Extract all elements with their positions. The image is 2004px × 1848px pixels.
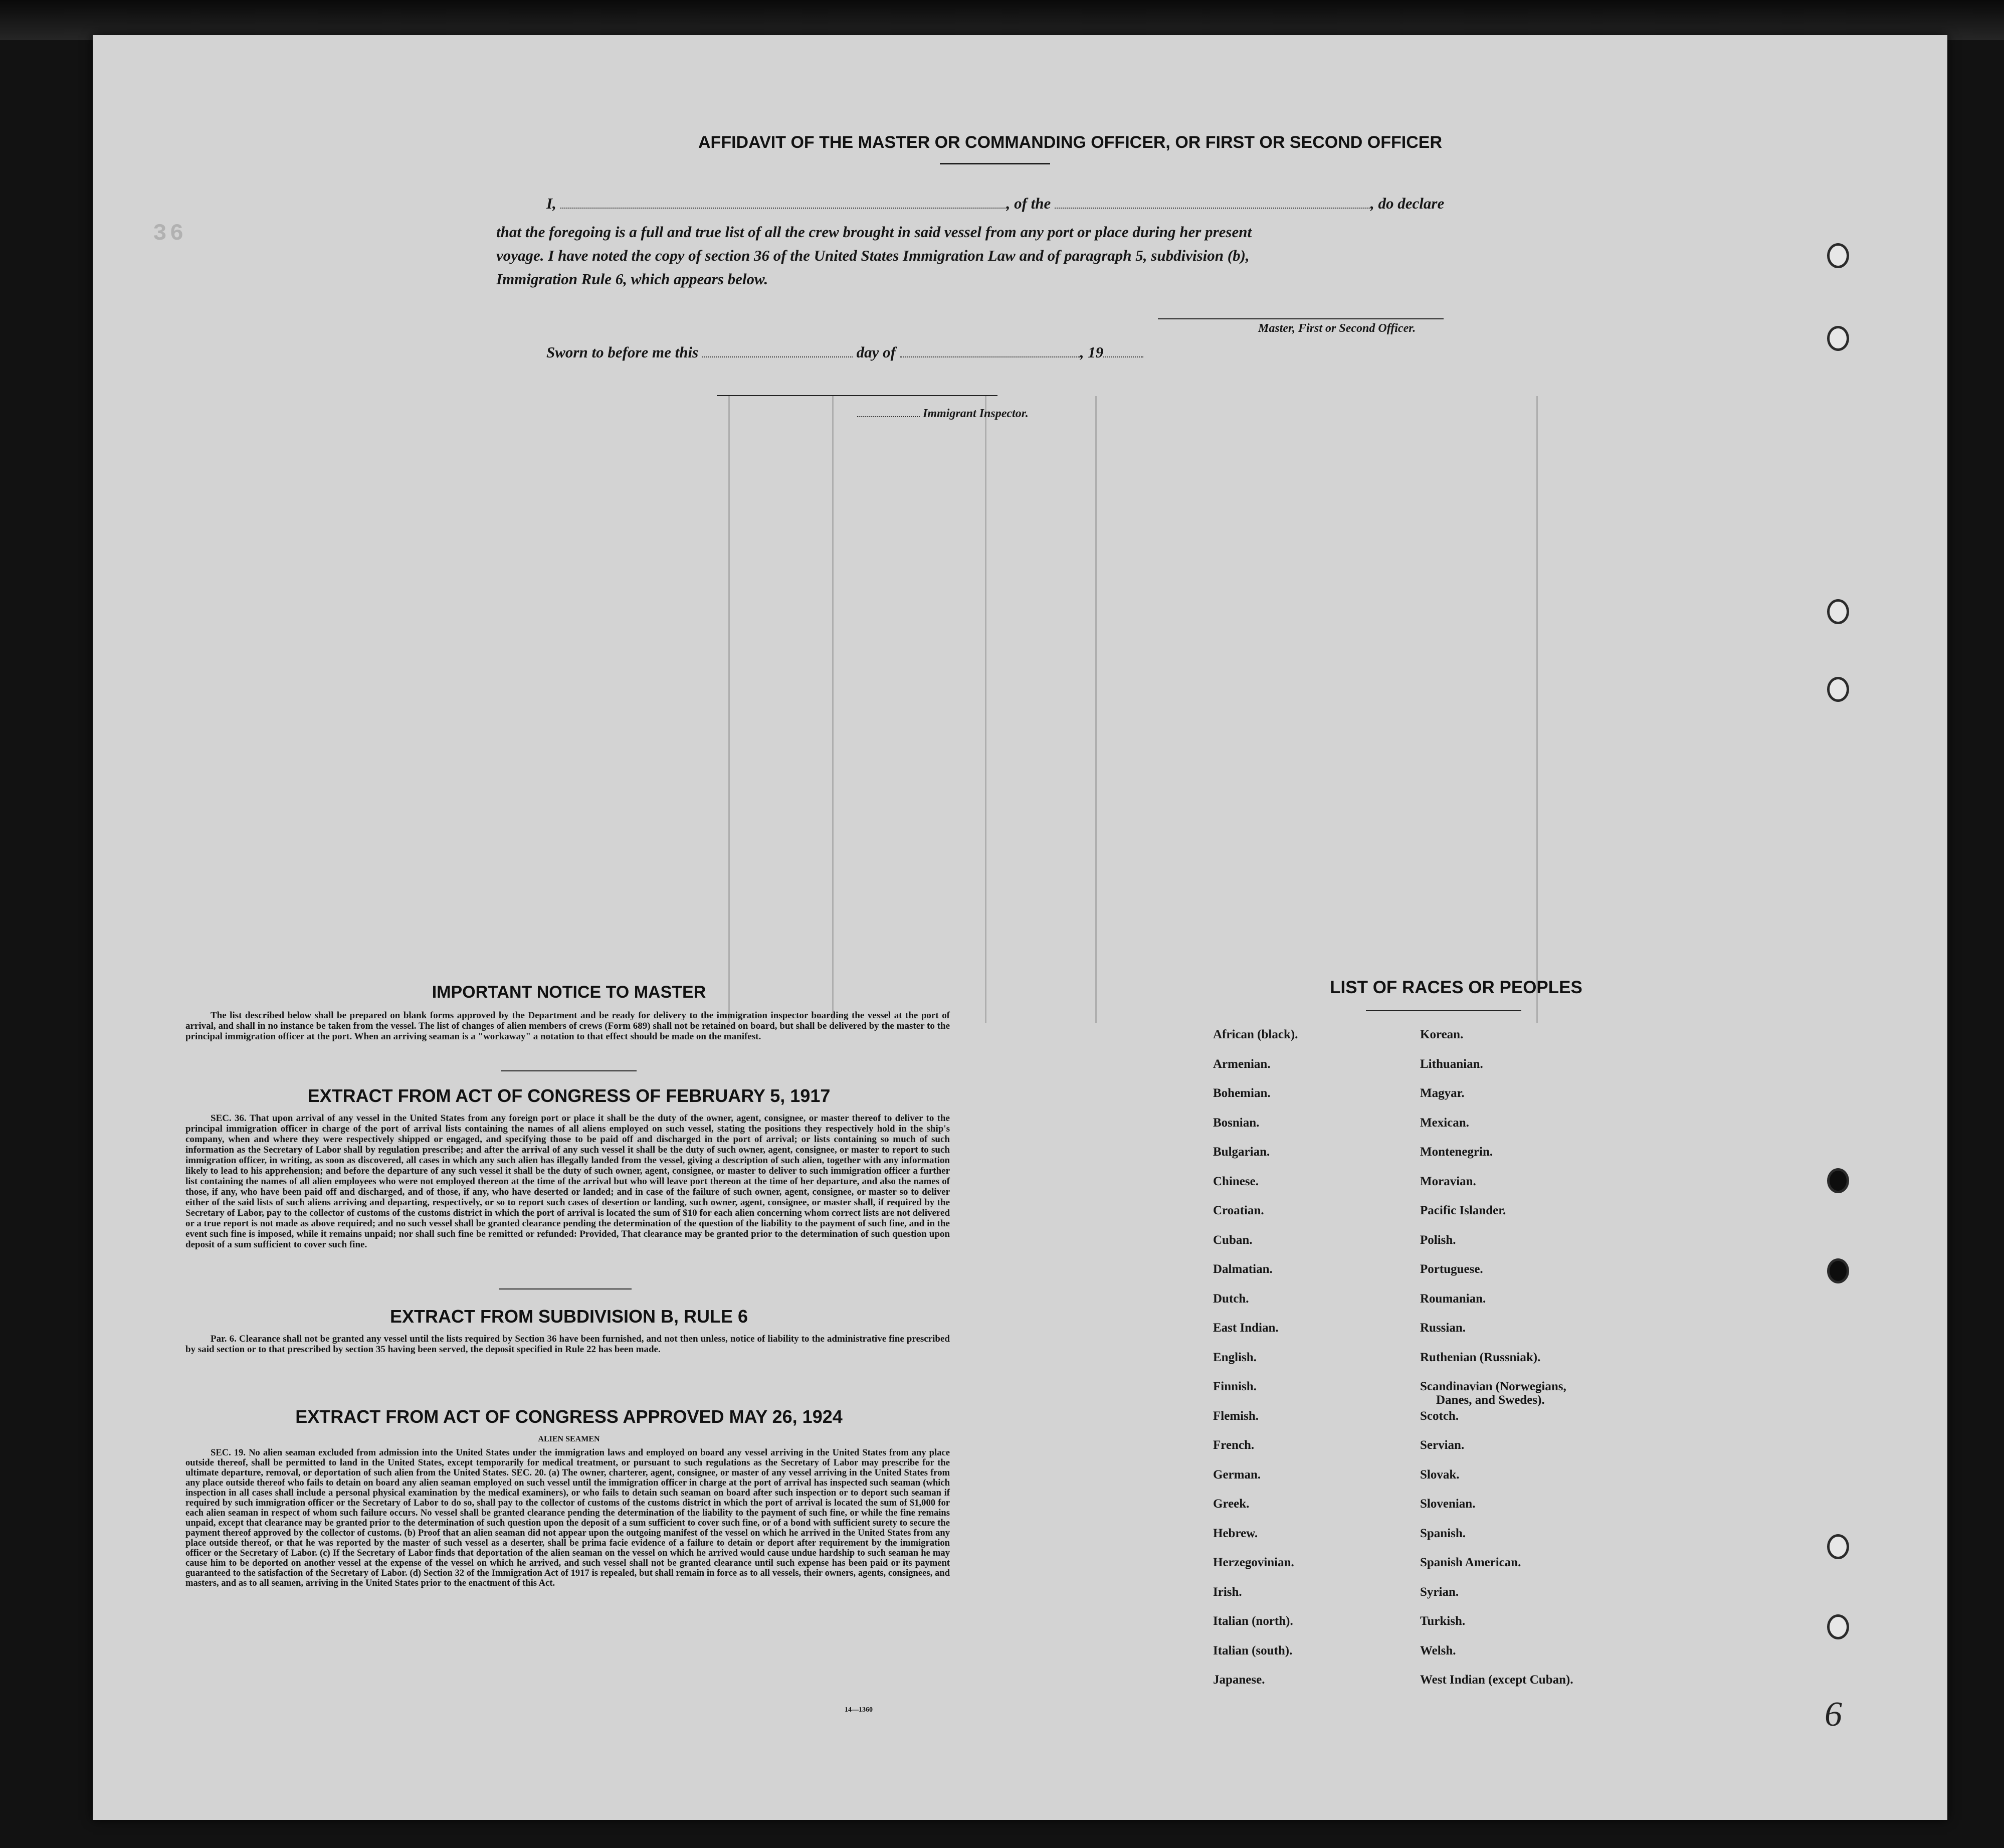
section-divider — [501, 1070, 637, 1071]
race-item: Chinese. — [1213, 1174, 1259, 1188]
day-of-label: day of — [856, 343, 896, 361]
binder-hole — [1827, 1614, 1849, 1639]
race-item: Lithuanian. — [1420, 1057, 1483, 1071]
bleed-through-rule — [1095, 396, 1097, 1023]
race-item: Herzegovinian. — [1213, 1556, 1294, 1569]
race-item: Cuban. — [1213, 1233, 1253, 1247]
binder-hole — [1827, 243, 1849, 268]
race-item: Bosnian. — [1213, 1116, 1260, 1130]
race-item: Slovak. — [1420, 1467, 1460, 1482]
race-item: Irish. — [1213, 1585, 1242, 1599]
affidavit-i: I, — [546, 195, 556, 212]
affidavit-of-the: , of the — [1006, 195, 1051, 212]
affidavit-line-2: that the foregoing is a full and true list of all the crew brought in said vessel from any port or place during her present — [496, 223, 1252, 241]
notice-title: IMPORTANT NOTICE TO MASTER — [432, 983, 706, 1002]
signature-label: Master, First or Second Officer. — [1258, 322, 1416, 335]
year-prefix: , 19 — [1080, 343, 1104, 361]
race-item: Italian (south). — [1213, 1643, 1293, 1657]
races-title: LIST OF RACES OR PEOPLES — [1330, 978, 1582, 997]
sworn-day-blank[interactable] — [702, 356, 853, 357]
affidavit-title: AFFIDAVIT OF THE MASTER OR COMMANDING OFFICER, OR FIRST OR SECOND OFFICER — [698, 133, 1442, 152]
affidavit-line-4: Immigration Rule 6, which appears below. — [496, 270, 768, 288]
race-item: Mexican. — [1420, 1116, 1469, 1130]
signature-line[interactable] — [1158, 318, 1444, 319]
section-divider — [499, 1288, 632, 1289]
race-item: Hebrew. — [1213, 1526, 1258, 1540]
race-item: Danes, and Swedes). — [1436, 1393, 1545, 1407]
extract-1924-body: SEC. 19. No alien seaman excluded from admission into the United States under the immigration laws and employed on board any vessel arriving in the United States from any place outside thereof, shall be permitted to land in the United States, except temporarily for medical treatment, or pursuant to such regulations as the Secretary of Labor may prescribe for the ultimate departure, removal, or deportation of such alien from the United States. SEC. 20. (a) The owner, charterer, agent, consignee, or master of any vessel arriving in the United States from any place outside thereof who fails to detain on board any alien seaman employed on such vessel until the immigration officer in charge at the port of arrival has inspected such seaman (which inspection in all cases shall include a personal physical examination by the medical examiners), or who fails to detain such seaman on board after such inspection or to deport such seaman if required by such immigration officer or the Secretary of Labor to do so, shall pay to the collector of customs of the customs district in which the port of arrival is located the sum of $1,000 for each alien seaman in respect of whom such failure occurs. No vessel shall be granted clearance pending the determination of the liability to the payment of such fine, or while the fine remains unpaid, except that clearance may be granted prior to the determination of such question upon the deposit of a sum sufficient to cover such fine, or of a bond with sufficient surety to secure the payment thereof approved by the collector of customs. (b) Proof that an alien seaman did not appear upon the outgoing manifest of the vessel on which he arrived in the United States from any place outside thereof, or that he was reported by the master of such vessel as a deserter, shall be prima facie evidence of a failure to detain or deport after requirement by the immigration officer or the Secretary of Labor. (c) If the Secretary of Labor finds that deportation of the alien seaman on the vessel on which he arrived would cause undue hardship to such seaman he may cause him to be deported on another vessel at the expense of the vessel on which he arrived, and such vessel shall not be granted clearance until such expense has been paid or its payment guaranteed to the satisfaction of the Secretary of Labor. (d) Section 32 of the Immigration Act of 1917 is repealed, but shall remain in force as to all vessels, their owners, agents, consignees, and masters, and as to all seamen, arriving in the United States prior to the enactment of this Act. — [185, 1447, 950, 1588]
binder-hole — [1827, 1534, 1849, 1559]
race-item: Italian (north). — [1213, 1614, 1293, 1628]
page-number: 6 — [1825, 1695, 1842, 1734]
race-item: Spanish. — [1420, 1526, 1466, 1540]
inspector-blank[interactable] — [857, 416, 920, 417]
binder-hole — [1827, 1168, 1849, 1193]
bleed-through-rule — [728, 396, 730, 1023]
race-item: Bulgarian. — [1213, 1145, 1270, 1159]
binder-hole — [1827, 677, 1849, 702]
race-item: Ruthenian (Russniak). — [1420, 1350, 1541, 1364]
race-item: East Indian. — [1213, 1321, 1279, 1335]
title-divider — [940, 163, 1050, 164]
race-item: French. — [1213, 1438, 1255, 1452]
binder-hole — [1827, 326, 1849, 351]
race-item: Montenegrin. — [1420, 1145, 1493, 1159]
race-item: Polish. — [1420, 1233, 1456, 1247]
scan-edge — [0, 0, 2004, 40]
inspector-line — [857, 407, 1029, 421]
extract-1924-subtitle: ALIEN SEAMEN — [538, 1435, 600, 1443]
bleed-through-rule — [832, 396, 834, 1023]
race-item: Finnish. — [1213, 1380, 1257, 1393]
bleed-through-number: 36 — [153, 221, 187, 247]
rule6-title: EXTRACT FROM SUBDIVISION B, RULE 6 — [389, 1306, 748, 1327]
race-item: English. — [1213, 1350, 1257, 1364]
extract-1924-title: EXTRACT FROM ACT OF CONGRESS APPROVED MAY 26, 1924 — [295, 1406, 843, 1427]
race-item: Magyar. — [1420, 1086, 1465, 1100]
affidavit-line-3: voyage. I have noted the copy of section 36 of the United States Immigration Law and of paragraph 5, subdivision (b), — [496, 247, 1250, 264]
races-divider — [1366, 1010, 1521, 1011]
race-item: German. — [1213, 1467, 1261, 1482]
race-item: Croatian. — [1213, 1204, 1264, 1217]
race-item: Flemish. — [1213, 1409, 1259, 1423]
race-item: Welsh. — [1420, 1643, 1456, 1657]
race-item: Korean. — [1420, 1028, 1464, 1041]
vessel-blank[interactable] — [1055, 208, 1370, 209]
race-item: Scotch. — [1420, 1409, 1459, 1423]
race-item: Roumanian. — [1420, 1291, 1486, 1306]
year-blank[interactable] — [1103, 356, 1143, 357]
rule6-body: Par. 6. Clearance shall not be granted any vessel until the lists required by Section 36 have been furnished, and not then unless, notice of liability to the administrative fine prescribed by said section or to that prescribed by section 35 having been served, the deposit specified in Rule 22 has been made. — [185, 1334, 950, 1355]
race-item: Syrian. — [1420, 1585, 1459, 1599]
race-item: Turkish. — [1420, 1614, 1466, 1628]
race-item: Pacific Islander. — [1420, 1204, 1506, 1217]
form-number: 14—1360 — [845, 1706, 873, 1714]
race-item: Servian. — [1420, 1438, 1465, 1452]
affidavit-line-1 — [546, 195, 1444, 213]
inspector-line-top — [717, 395, 997, 396]
race-item: Scandinavian (Norwegians, — [1420, 1380, 1566, 1393]
race-item: West Indian (except Cuban). — [1420, 1673, 1573, 1687]
sworn-label: Sworn to before me this — [546, 343, 699, 361]
race-item: Slovenian. — [1420, 1497, 1476, 1511]
bleed-through-rule — [1536, 396, 1538, 1023]
extract-1917-body: SEC. 36. That upon arrival of any vessel in the United States from any foreign port or place it shall be the duty of the owner, agent, consignee, or master thereof to deliver to the principal immigration officer in charge of the port of arrival lists containing the names of all aliens employed on such vessel, stating the positions they respectively hold in the ship's company, when and where they were respectively shipped or engaged, and specifying those to be paid off and discharged in the port of arrival; or lists containing so much of such information as the Secretary of Labor shall by regulation prescribe; and after the arrival of any such vessel it shall be the duty of such owner, agent, consignee, or master to report to such immigration officer, in writing, as soon as discovered, all cases in which any such alien has illegally landed from the vessel, giving a description of such alien, together with any information likely to lead to his apprehension; and before the departure of any such vessel it shall be the duty of such owner, agent, consignee, or master to deliver to such immigration officer a further list containing the names of all alien employees who were not employed thereon at the time of the arrival but who will leave port thereon at the time of her departure, and also the names of those, if any, who have been paid off and discharged, and of those, if any, who have deserted or landed; and in case of the failure of such owner, agent, consignee, or master so to deliver either of the said lists of such aliens arriving and departing, respectively, or so to report such cases of desertion or landing, such owner, agent, consignee, or master shall, if required by the Secretary of Labor, pay to the collector of customs of the customs district in which the port of arrival is located the sum of $10 for each alien concerning whom correct lists are not delivered or a true report is not made as above required; and no such vessel shall be granted clearance pending the determination of the question of the liability to the payment of such fine, and in the event such fine is imposed, while it remains unpaid; nor shall such fine be remitted or refunded: Provided, That clearance may be granted prior to the determination of such question upon deposit of a sum sufficient to cover such fine. — [185, 1113, 950, 1250]
race-item: Portuguese. — [1420, 1262, 1483, 1276]
race-item: Armenian. — [1213, 1057, 1271, 1071]
race-item: Japanese. — [1213, 1673, 1265, 1687]
document-page — [93, 35, 1947, 1820]
binder-hole — [1827, 1258, 1849, 1283]
affidavit-declare: , do declare — [1370, 195, 1445, 212]
notice-body: The list described below shall be prepared on blank forms approved by the Department and be ready for delivery to the immigration inspector boarding the vessel at the port of arrival, and shall in no instance be taken from the vessel. The list of changes of alien members of crews (Form 689) shall not be retained on board, but shall be delivered by the master to the principal immigration officer at the port. When an arriving seaman is a "workaway" a notation to that effect should be made on the manifest. — [185, 1010, 950, 1042]
race-item: African (black). — [1213, 1028, 1298, 1041]
extract-1917-title: EXTRACT FROM ACT OF CONGRESS OF FEBRUARY 5, 1917 — [307, 1085, 831, 1106]
race-item: Dalmatian. — [1213, 1262, 1273, 1276]
name-blank[interactable] — [560, 208, 1007, 209]
race-item: Greek. — [1213, 1497, 1250, 1511]
race-item: Spanish American. — [1420, 1556, 1521, 1569]
sworn-line — [546, 343, 1143, 361]
race-item: Bohemian. — [1213, 1086, 1271, 1100]
race-item: Russian. — [1420, 1321, 1466, 1335]
inspector-label: Immigrant Inspector. — [923, 407, 1029, 420]
race-item: Moravian. — [1420, 1174, 1476, 1188]
binder-hole — [1827, 599, 1849, 624]
sworn-month-blank[interactable] — [900, 356, 1080, 357]
race-item: Dutch. — [1213, 1291, 1249, 1306]
bleed-through-rule — [985, 396, 986, 1023]
